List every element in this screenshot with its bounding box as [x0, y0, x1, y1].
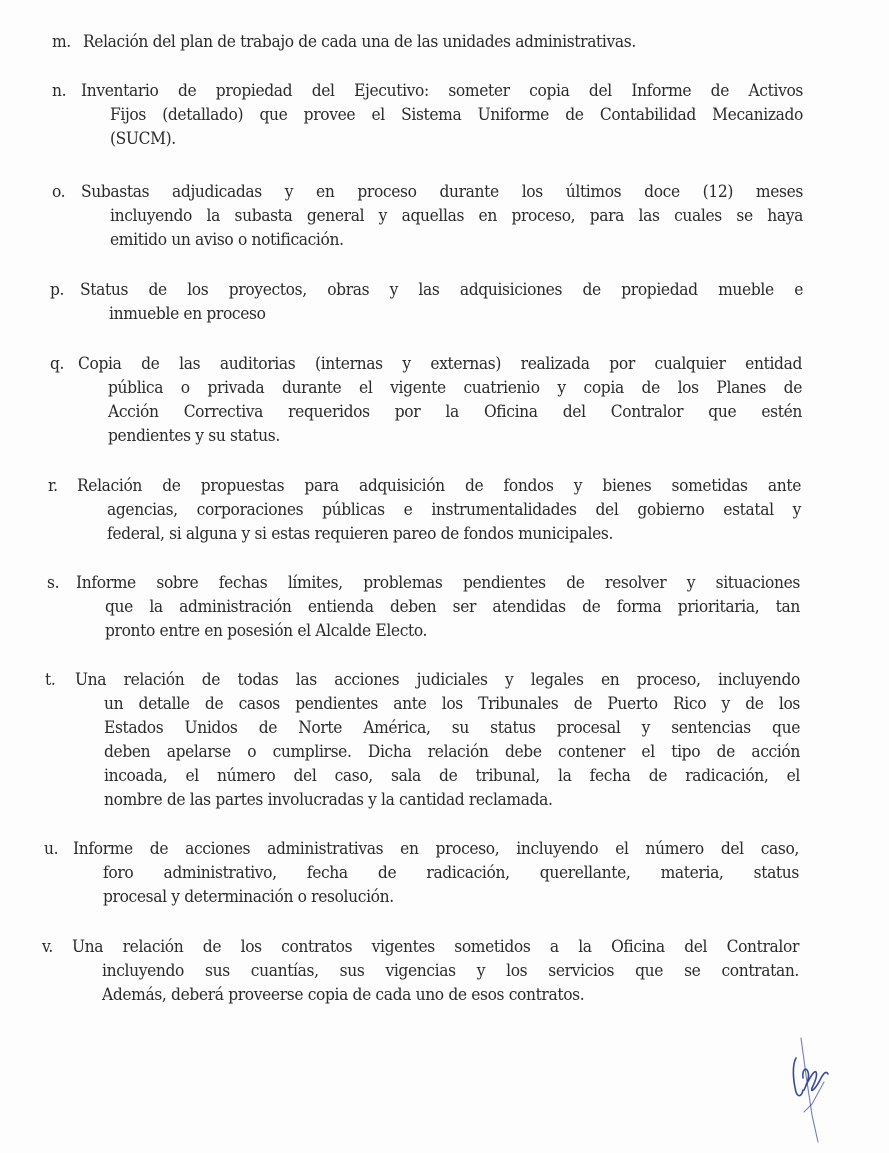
item-line: Además, deberá proveerse copia de cada uno de esos contratos. [102, 985, 585, 1005]
item-label: u. [44, 839, 59, 859]
signature-initials [740, 1030, 889, 1149]
item-label: q. [50, 354, 65, 374]
item-line: incluyendo sus cuantías, sus vigencias y los servicios que se contratan. [102, 961, 799, 981]
item-line: pública o privada durante el vigente cuatrienio y copia de los Planes de [108, 378, 802, 398]
item-label: m. [52, 32, 71, 52]
item-line: Copia de las auditorias (internas y externas) realizada por cualquier entidad [78, 354, 802, 374]
item-line: incoada, el número del caso, sala de tribunal, la fecha de radicación, el [104, 766, 800, 786]
item-line: (SUCM). [110, 129, 176, 149]
item-line: Relación del plan de trabajo de cada una de las unidades administrativas. [83, 32, 636, 52]
signature-icon [740, 1030, 889, 1149]
item-label: p. [50, 280, 65, 300]
item-line: inmueble en proceso [109, 304, 266, 324]
item-line: Una relación de todas las acciones judiciales y legales en proceso, incluyendo [75, 670, 800, 690]
item-line: Status de los proyectos, obras y las adquisiciones de propiedad mueble e [80, 280, 803, 300]
item-line: que la administración entienda deben ser atendidas de forma prioritaria, tan [105, 597, 800, 617]
item-line: Una relación de los contratos vigentes sometidos a la Oficina del Contralor [72, 937, 799, 957]
item-line: Subastas adjudicadas y en proceso durante los últimos doce (12) meses [81, 182, 803, 202]
item-line: pendientes y su status. [108, 426, 280, 446]
item-line: Acción Correctiva requeridos por la Oficina del Contralor que estén [108, 402, 802, 422]
item-line: deben apelarse o cumplirse. Dicha relación debe contener el tipo de acción [104, 742, 800, 762]
item-label: t. [45, 670, 56, 690]
item-label: o. [52, 182, 66, 202]
item-label: n. [52, 81, 67, 101]
item-line: Estados Unidos de Norte América, su status procesal y sentencias que [104, 718, 800, 738]
item-line: Relación de propuestas para adquisición de fondos y bienes sometidas ante [77, 476, 801, 496]
item-line: Fijos (detallado) que provee el Sistema Uniforme de Contabilidad Mecanizado [110, 105, 803, 125]
item-line: Inventario de propiedad del Ejecutivo: someter copia del Informe de Activos [81, 81, 803, 101]
item-line: nombre de las partes involucradas y la cantidad reclamada. [104, 790, 553, 810]
item-line: procesal y determinación o resolución. [103, 887, 394, 907]
item-line: Informe sobre fechas límites, problemas pendientes de resolver y situaciones [76, 573, 800, 593]
item-line: Informe de acciones administrativas en proceso, incluyendo el número del caso, [73, 839, 799, 859]
item-line: agencias, corporaciones públicas e instrumentalidades del gobierno estatal y [107, 500, 801, 520]
item-line: foro administrativo, fecha de radicación, querellante, materia, status [103, 863, 799, 883]
item-line: un detalle de casos pendientes ante los Tribunales de Puerto Rico y de los [104, 694, 800, 714]
item-line: emitido un aviso o notificación. [110, 230, 344, 250]
item-line: incluyendo la subasta general y aquellas en proceso, para las cuales se haya [110, 206, 803, 226]
item-label: s. [47, 573, 60, 593]
item-line: federal, si alguna y si estas requieren pareo de fondos municipales. [107, 524, 614, 544]
item-line: pronto entre en posesión el Alcalde Electo. [105, 621, 428, 641]
item-label: r. [48, 476, 58, 496]
item-label: v. [42, 937, 53, 957]
